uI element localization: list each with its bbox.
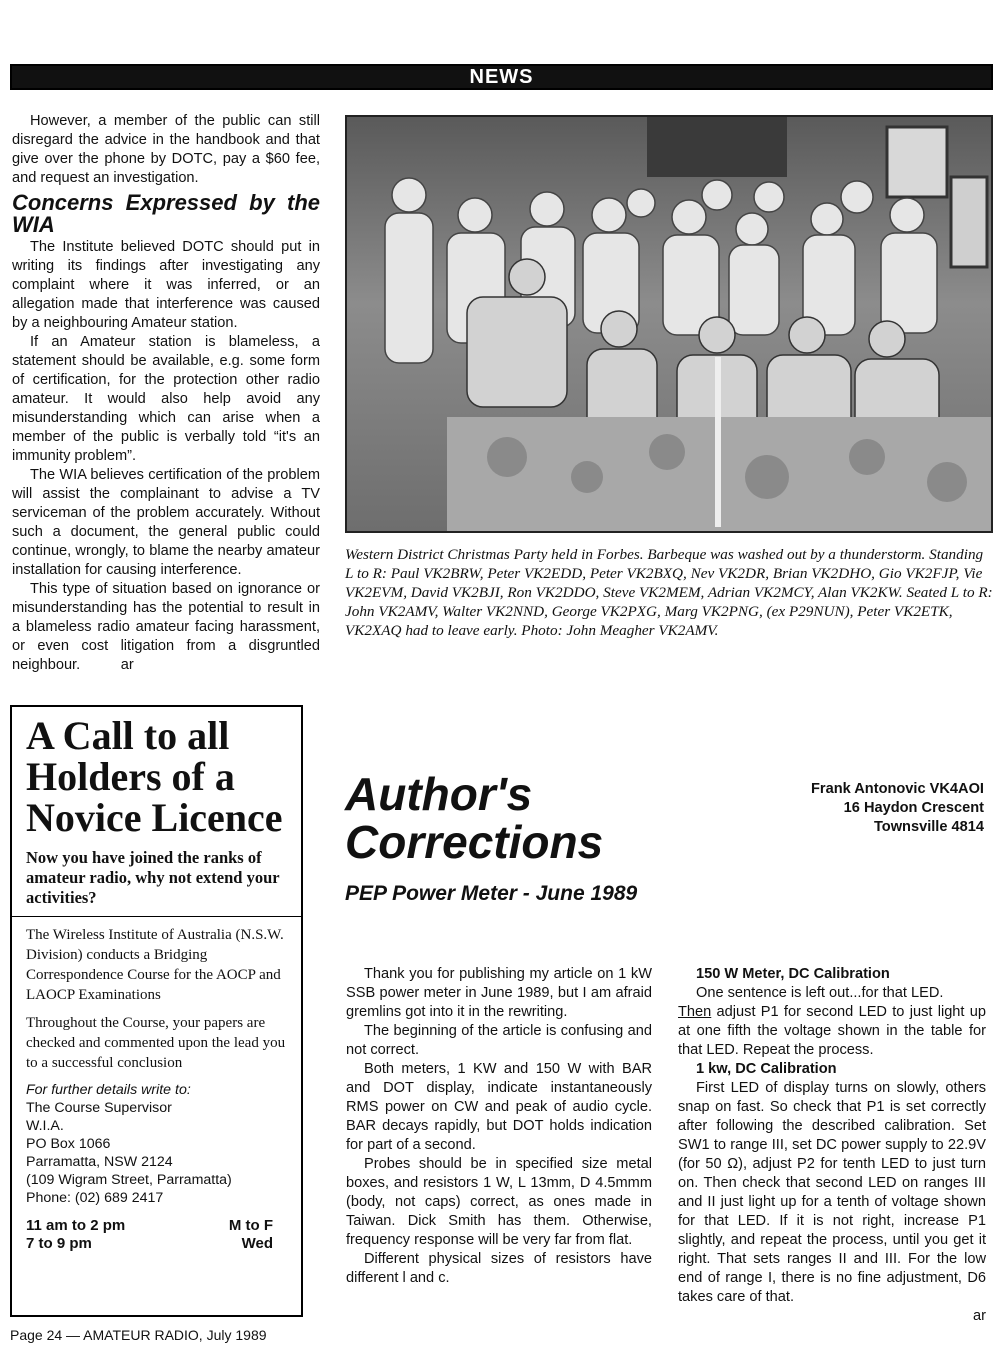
section-heading: Concerns Expressed by the WIA bbox=[12, 190, 320, 237]
hours-row bbox=[26, 1217, 289, 1235]
paragraph: Both meters, 1 KW and 150 W with BAR and DOT display, indicate instantaneously RMS power on CW and peak of audio cycle. BAR decays rapidly, but DOT holds indication for part of a second. bbox=[346, 1061, 652, 1153]
hours-days: M to F bbox=[228, 1217, 273, 1234]
paragraph: One sentence is left out...for that LED. bbox=[696, 985, 944, 1001]
hours-time: 11 am to 2 pm bbox=[26, 1217, 126, 1234]
paragraph: Probes should be in specified size metal boxes, and resistors 1 W, L 13mm, D 4.5mmm (body, not caps) correct, as ones made in Taiwan. Dick Smith has them. Otherwise, frequency response will be very far from flat. bbox=[346, 1156, 652, 1248]
hours-days: Wed bbox=[241, 1235, 273, 1252]
address-line: PO Box 1066 bbox=[26, 1136, 111, 1152]
paragraph: This type of situation based on ignorance or misunderstanding has the potential to result in a blameless radio amateur facing harassment, or even cost litigation from a disgruntled neighbour. ar bbox=[12, 581, 320, 673]
ad-body: Throughout the Course, your papers are checked and commented upon the lead you to a successful conclusion bbox=[26, 1015, 286, 1071]
novice-licence-ad bbox=[10, 705, 303, 1317]
banner-label: NEWS bbox=[469, 65, 534, 88]
news-banner bbox=[10, 64, 993, 90]
photo-image bbox=[347, 117, 991, 531]
phone-line: Phone: (02) 689 2417 bbox=[26, 1190, 164, 1206]
ad-title: A Call to all Holders of a Novice Licence bbox=[26, 713, 283, 840]
group-photo bbox=[345, 115, 993, 533]
hours-time: 7 to 9 pm bbox=[26, 1235, 92, 1252]
subheading: 150 W Meter, DC Calibration bbox=[696, 966, 890, 982]
end-mark: ar bbox=[973, 1308, 986, 1324]
address-line: (109 Wigram Street, Parramatta) bbox=[26, 1172, 232, 1188]
address-line: Parramatta, NSW 2124 bbox=[26, 1154, 173, 1170]
paragraph: If an Amateur station is blameless, a statement should be available, e.g. some form of certification, for the protection other radio amateur. It would also help avoid any misunderstanding which can arise when a member of the public is verbally told “it's an immunity problem”. bbox=[12, 334, 320, 464]
paragraph: The WIA believes certification of the problem will assist the complainant to advise a TV serviceman of the problem accurately. Without such a document, the general public could continue, wrongly, to blame the nearby amateur installation for causing interference. bbox=[12, 467, 320, 578]
author-block bbox=[811, 780, 984, 837]
page-footer: Page 24 — AMATEUR RADIO, July 1989 bbox=[10, 1327, 267, 1343]
left-column bbox=[12, 112, 320, 675]
end-mark: ar bbox=[120, 657, 134, 673]
paragraph: However, a member of the public can still disregard the advice in the handbook and that give over the phone by DOTC, pay a $60 fee, and request an investigation. bbox=[12, 113, 320, 186]
article-title: Author's Corrections bbox=[345, 768, 604, 868]
address-line: The Course Supervisor bbox=[26, 1100, 172, 1116]
paragraph: Thank you for publishing my article on 1 kW SSB power meter in June 1989, but I am afraid gremlins got into it in the rewriting. bbox=[346, 966, 652, 1020]
author-address: 16 Haydon Crescent bbox=[843, 800, 984, 816]
article-column-1 bbox=[346, 965, 652, 1288]
paragraph: Then adjust P1 for second LED to just light up at one fifth the voltage shown in the table for that LED. Repeat the process. bbox=[678, 1004, 986, 1058]
paragraph: First LED of display turns on slowly, others snap on fast. So check that P1 is set correctly after following the described calibration. Set SW1 to range III, set DC power supply to 22.9V (for 50 Ω), adjust P2 for tenth LED to just turn on. Then check that second LED on ranges III and II just light up for a tenth of voltage shown for that LED. If it is not right, increase P1 slightly, and repeat the process, until you get it right. That sets ranges II and III. For the low end of range I, there is no fine adjustment, D6 takes care of that. bbox=[678, 1080, 986, 1305]
subheading: 1 kw, DC Calibration bbox=[696, 1061, 837, 1077]
article-subtitle: PEP Power Meter - June 1989 bbox=[345, 882, 638, 905]
paragraph: The Institute believed DOTC should put in writing its findings after investigating any complaint where it was inferred, or an allegation made that interference was caused by a neighbouring Amateur station. bbox=[12, 239, 320, 331]
address-line: W.I.A. bbox=[26, 1118, 64, 1134]
author-name: Frank Antonovic VK4AOI bbox=[811, 781, 984, 797]
article-column-2 bbox=[678, 965, 986, 1326]
photo-caption: Western District Christmas Party held in Forbes. Barbeque was washed out by a thunderstorm. Standing L to R: Paul VK2BRW, Peter VK2EDD, Peter VK2BXQ, Nev VK2DR, Brian VK2DHO, Gio VK2FJP, Vie VK2EVM, David VK2BJI, Ron VK2DDO, Steve VK2MEM, Adrian VK2MCY, Alan VK2KW. Seated L to R: John VK2AMV, Walter VK2NND, George VK2PXG, Marg VK2PNG, (ex P29NUN), Peter VK2ETK, VK2XAQ had to leave early. Photo: John Meagher VK2AMV. bbox=[345, 546, 993, 639]
hours-row bbox=[26, 1235, 289, 1253]
paragraph: Different physical sizes of resistors have different l and c. bbox=[346, 1251, 652, 1286]
ad-body: The Wireless Institute of Australia (N.S.W. Division) conducts a Bridging Correspondence Course for the AOCP and LAOCP Examinations bbox=[26, 927, 284, 1003]
author-city: Townsville 4814 bbox=[873, 819, 984, 835]
ad-subtitle: Now you have joined the ranks of amateur radio, why not extend your activities? bbox=[26, 848, 280, 907]
divider bbox=[12, 916, 301, 917]
details-label: For further details write to: bbox=[26, 1082, 191, 1098]
paragraph: The beginning of the article is confusing and not correct. bbox=[346, 1023, 652, 1058]
